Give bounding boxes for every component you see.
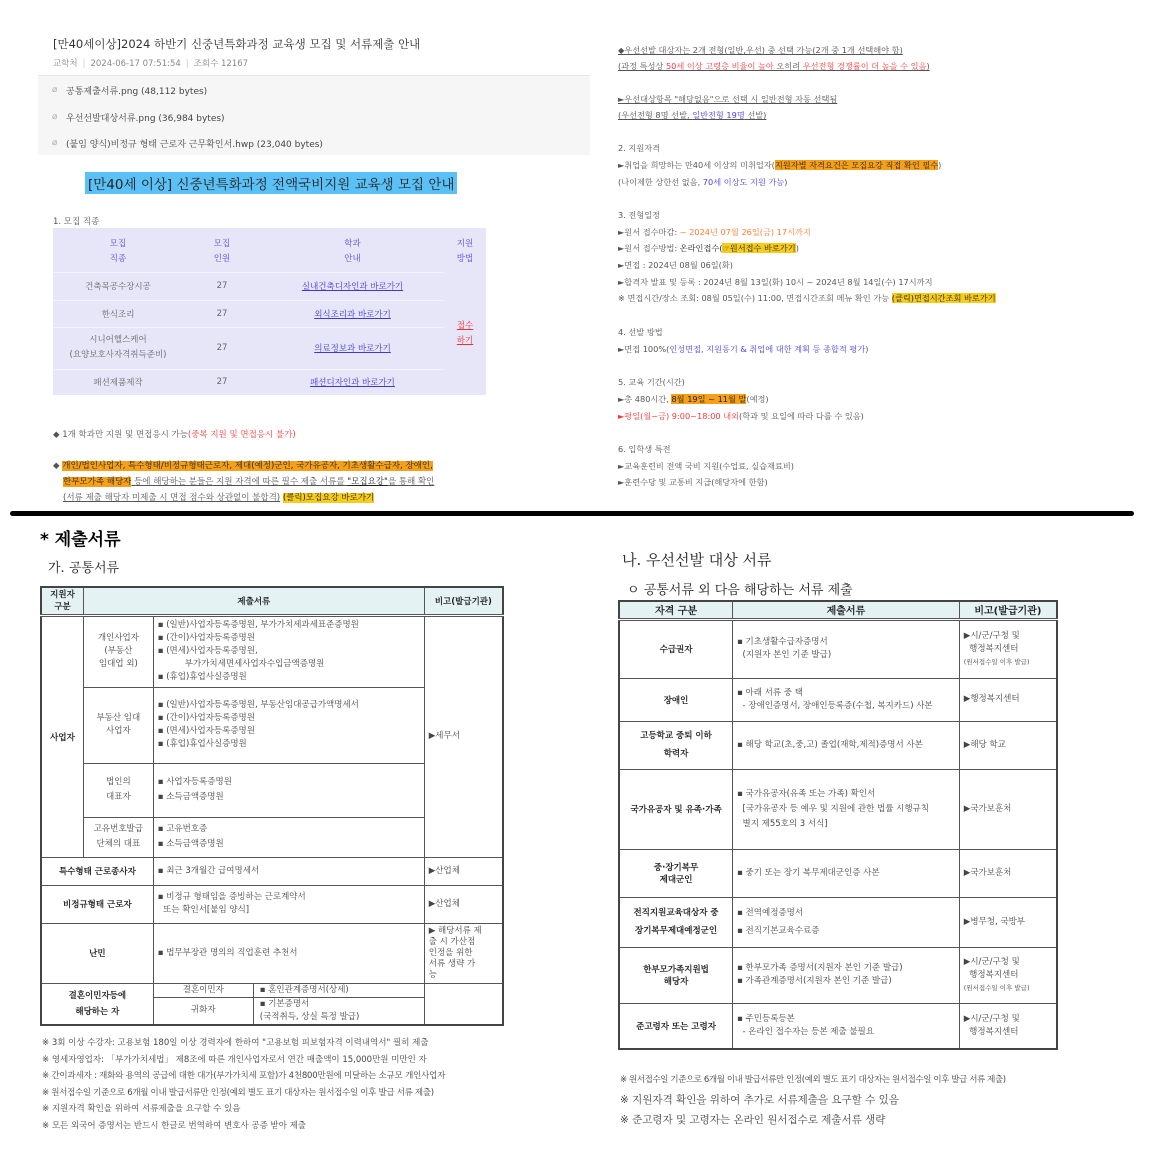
job-count: 27 [183,300,261,327]
attachment-item[interactable] [52,84,207,97]
business-subtype: 개인사업자 (부동산 임대업 외) [83,615,153,687]
auto-select-note: ►우선대상항목 "해당없음"으로 선택 시 일반전형 자동 선택됨 [618,94,838,104]
dept-link[interactable]: 의료정보과 바로가기 [314,344,391,354]
attachment-name[interactable]: 우선선발대상서류.png (36,984 bytes) [66,114,225,124]
table-row [41,885,503,923]
section-3-title: 3. 전형일정 [618,210,661,220]
selection-method-line: ►면접 100%(인성면접, 지원동기 & 취업에 대한 계획 등 종합적 평가) [618,344,869,354]
eligibility-line: ►취업을 희망하는 만40세 이상의 미취업자(지원자별 자격요건은 모집요강 직접 확인 필수) [618,160,942,170]
interview-date-line: ►면접 : 2024년 08월 06일(화) [618,260,733,270]
footnote: ※ 영세자영업자: 「부가가치세법」 제8조에 따른 개인사업자로서 연간 매출액이 15,000만원 미만인 자 [42,1054,427,1065]
paperclip-icon: ⌀ [52,138,58,148]
qualification-docs: ▪ 전역예정증명서 ▪ 전직기본교육수료증 [733,897,960,947]
attachment-item[interactable] [52,111,225,124]
main-heading: [만40세 이상] 신중년특화과정 전액국비지원 교육생 모집 안내 [85,172,457,194]
post-meta: 교학처 | 2024-06-17 07:51:54 | 조회수 12167 [53,59,249,69]
naturalized-doc: ▪ 기본증명서 (국적취득, 상실 특정 발급) [259,998,360,1022]
qualification-docs: ▪ 중기 또는 장기 복무제대군인증 사본 [733,849,960,897]
qualification-label: 중·장기복무 제대군인 [619,849,733,897]
common-footnotes [42,1035,445,1134]
col-header-applicant: 지원자 구분 [41,587,83,615]
attachment-name[interactable]: 공통제출서류.png (48,112 bytes) [66,87,208,97]
col-header-count: 모집 인원 [213,238,231,264]
irregular-worker-issuer: ▶산업체 [424,885,503,923]
footnote: ※ 모든 외국어 증명서는 반드시 한글로 번역하여 변호사 공증 받아 제출 [42,1120,307,1131]
schedule-line: ►평일(월~금) 9:00~18:00 내외(학과 및 요일에 따라 다를 수 있음) [618,411,864,421]
paperclip-icon: ⌀ [52,112,58,122]
qualification-docs: ▪ 해당 학교(초,중,고) 졸업(재학,제적)증명서 사본 [733,721,960,769]
dept-link[interactable]: 실내건축디자인과 바로가기 [301,282,404,292]
business-docs: ▪ (일반)사업자등록증명원, 부가가치세과세표준증명원 ▪ (간이)사업자등록증명원 ▪ (면세)사업자등록증명원, 부가가치세면세사업자수입금액증명원 ▪ (휴업)휴업사실증명원 [153,615,424,687]
section-5-title: 5. 교육 기간(시간) [618,377,685,387]
job-count: 27 [183,327,261,369]
business-subtype: 법인의 대표자 [83,763,153,817]
business-subtype: 고유번호발급 단체의 대표 [83,817,153,857]
required-docs-note: ◆ 개인/법인사업자, 특수형태/비정규형태근로자, 제대(예정)군인, 국가유공자, 기초생활수급자, 장애인, 한부모가족 해당자 등에 해당하는 분들은 지원 자격에 따른 필수 제출 서류를 "모집요강"을 통해 확인 (서류 제출 해당자 미제출 시 면접 점수와 상관없이 불합격) (클릭)모집요강 바로가기 [53,461,435,503]
auto-select-detail: (우선전형 8명 선발, 일반전형 19명 선발) [618,110,767,120]
qualification-label: 장애인 [619,678,733,721]
col-header-docs: 제출서류 [733,601,960,619]
age-limit-line: (나이제한 상한선 없음, 70세 이상도 지원 가능) [618,177,788,187]
refugee-docs: ▪ 법무부장관 명의의 직업훈련 추천서 [153,923,424,983]
attachment-list [38,75,590,155]
naturalized-sub-label: 귀화자 [154,998,254,1024]
irregular-worker-label: 비정규형태 근로자 [41,885,153,923]
qualification-docs: ▪ 기초생활수급자증명서 (지원자 본인 기준 발급) [733,619,960,678]
job-count: 27 [183,369,261,395]
col-header-job: 모집 직종 [109,238,127,264]
footnote: ※ 원서접수일 기준으로 6개월 이내 발급서류만 인정(예외 별도 표기 대상자는 원서접수일 이후 발급 서류 제출) [620,1075,1006,1085]
irregular-worker-docs: ▪ 비정규 형태임을 증빙하는 근로계약서 또는 확인서[붙임 양식] [153,885,424,923]
common-docs-table [40,586,504,1026]
marriage-immigrant-label: 결혼이민자등에 해당하는 자 [41,983,153,1025]
job-name: 한식조리 [53,300,183,327]
section-2-title: 2. 지원자격 [618,143,661,153]
qualification-label: 고등학교 중퇴 이하 학력자 [619,721,733,769]
table-row [619,897,1057,947]
special-worker-docs: ▪ 최근 3개월간 급여명세서 [153,857,424,885]
qualification-label: 준고령자 또는 고령자 [619,1003,733,1049]
dept-link[interactable]: 외식조리과 바로가기 [314,309,391,320]
post-title: [만40세이상]2024 하반기 신중년특화과정 교육생 모집 및 서류제출 안내 [53,37,421,51]
apply-link[interactable]: 접수 하기 [456,320,474,346]
business-subtype: 부동산 임대 사업자 [83,687,153,763]
table-row [53,327,486,369]
job-name: 시니어헬스케어 (요양보호사자격취득준비) [53,327,183,369]
business-label: 사업자 [41,615,83,857]
recruit-section-title: 1. 모집 직종 [53,217,100,227]
business-docs: ▪ 고유번호증 ▪ 소득금액증명원 [153,817,424,857]
table-row [619,769,1057,849]
col-header-issuer: 비고(발급기관) [959,601,1057,619]
qualification-issuer: ▶시/군/구청 및 행정복지센터 [959,1003,1057,1049]
table-row [619,721,1057,769]
documents-heading: * 제출서류 [40,530,121,550]
interview-lookup-line: ※ 면접시간/장소 조회: 08월 05일(수) 11:00, 면접시간조회 메뉴 확인 가능 (클릭)면접시간조회 바로가기 [618,293,996,303]
col-header-qualification: 자격 구분 [619,601,733,619]
qualification-docs: ▪ 한부모가족 증명서(지원자 본인 기준 발급) ▪ 가족관계증명서(지원자 본인 기준 발급) [733,947,960,1003]
benefit-line: ►교육훈련비 전액 국비 지원(수업료, 실습재료비) [618,461,794,471]
deadline-line: ►원서 접수마감: ~ 2024년 07월 26일(금) 17시까지 [618,227,811,237]
section-6-title: 6. 입학생 특전 [618,444,671,454]
table-row [619,849,1057,897]
table-row [41,615,503,687]
table-row [619,678,1057,721]
result-date-line: ►합격자 발표 및 등록 : 2024년 8월 13일(화) 10시 ~ 2024년 8월 14일(수) 17시까지 [618,277,933,287]
post-datetime: 2024-06-17 07:51:54 [90,59,181,69]
footnote: ※ 지원자격 확인을 위하여 서류제출을 요구할 수 있음 [42,1104,241,1114]
qualification-issuer: ▶국가보훈처 [959,849,1057,897]
post-views: 조회수 12167 [193,59,249,69]
footnote: ※ 간이과세자 : 재화와 용역의 공급에 대한 대가(부가가치세 포함)가 4천800만원에 미달하는 소규모 개인사업자 [42,1071,446,1081]
priority-note-detail: (과정 특성상 50세 이상 고령층 비율이 높아 오히려 우선전형 경쟁률이 더 높을 수 있음) [618,61,930,71]
business-docs: ▪ 사업자등록증명원 ▪ 소득금액증명원 [153,763,424,817]
col-header-dept: 학과 안내 [344,238,361,264]
apply-method-line: ►원서 접수방법: 온라인접수(☞원서접수 바로가기) [618,243,799,253]
qualification-issuer: ▶병무청, 국방부 [959,897,1057,947]
qualification-docs: ▪ 주민등록등본 - 온라인 접수자는 등본 제출 불필요 [733,1003,960,1049]
special-worker-issuer: ▶산업체 [424,857,503,885]
priority-footnotes [620,1070,1006,1130]
qualification-label: 국가유공자 및 유족·가족 [619,769,733,849]
qualification-issuer: ▶국가보훈처 [959,769,1057,849]
duration-line: ►총 480시간, 8월 19일 ~ 11월 말(예정) [618,394,769,404]
job-name: 건축목공수장시공 [53,272,183,300]
apply-online-button[interactable]: ☞원서접수 바로가기 [722,243,796,253]
col-header-issuer: 비고(발급기관) [424,587,503,615]
footnote: ※ 3회 이상 수강자: 고용보험 180일 이상 경력자에 한하여 "고용보험 피보험자격 이력내역서" 필히 제출 [42,1038,429,1048]
table-row [619,947,1057,1003]
guideline-button[interactable]: (클릭)모집요강 바로가기 [282,493,375,503]
refugee-issuer: ▶ 해당서류 제 출 시 가산점 인정을 위한 서류 생략 가 능 [424,923,503,983]
table-row [41,923,503,983]
qualification-label: 한부모가족지원법 해당자 [619,947,733,1003]
job-count: 27 [183,272,261,300]
footnote: ※ 원서접수일 기준으로 6개월 이내 발급서류만 인정(예외 별도 표기 대상자는 원서접수일 이후 발급 서류 제출) [42,1087,434,1098]
table-row [619,1003,1057,1049]
job-name: 패션제품제작 [53,369,183,395]
attachment-name[interactable]: (붙임 양식)비정규 형태 근로자 근무확인서.hwp (23,040 bytes) [66,140,323,150]
business-issuer: ▶세무서 [424,615,503,857]
benefit-line: ►훈련수당 및 교통비 지급(해당자에 한함) [618,477,768,487]
priority-docs-title: 나. 우선선발 대상 서류 [622,551,772,569]
priority-note: ◆우선선발 대상자는 2개 전형(일반,우선) 중 선택 가능(2개 중 1개 선택해야 함) [618,45,903,55]
priority-docs-table [618,600,1058,1050]
table-row [41,857,503,885]
priority-docs-subtitle: ㅇ 공통서류 외 다음 해당하는 서류 제출 [627,583,853,598]
table-row [53,300,486,327]
marriage-sub-label: 결혼이민자 [154,984,254,997]
refugee-label: 난민 [41,923,153,983]
footnote: ※ 지원자격 확인을 위하여 추가로 서류제출을 요구할 수 있음 [620,1094,899,1106]
qualification-issuer: ▶해당 학교 [959,721,1057,769]
col-header-docs: 제출서류 [83,587,424,615]
qualification-docs: ▪ 아래 서류 중 택 - 장애인증명서, 장애인등록증(수첩, 복지카드) 사본 [733,678,960,721]
table-row [41,983,503,997]
special-worker-label: 특수형태 근로종사자 [41,857,153,885]
qualification-issuer: ▶시/군/구청 및 행정복지센터 (원서접수일 이후 발급) [959,947,1057,1003]
table-row [53,272,486,300]
qualification-issuer: ▶시/군/구청 및 행정복지센터 (원서접수일 이후 발급) [959,619,1057,678]
marriage-doc: ▪ 혼인관계증명서(상세) [259,984,349,995]
table-row [619,619,1057,678]
qualification-docs: ▪ 국가유공자(유족 또는 가족) 확인서 [국가유공자 등 예우 및 지원에 관한 법률 시행규칙 별지 제55호의 3 서식] [733,769,960,849]
guideline-link[interactable]: "모집요강" [347,477,388,487]
table-row [53,369,486,395]
interview-lookup-button[interactable]: (클릭)면접시간조회 바로가기 [891,293,996,303]
qualification-label: 전직지원교육대상자 중 장기복무제대예정군인 [619,897,733,947]
paperclip-icon: ⌀ [52,85,58,95]
common-docs-title: 가. 공통서류 [48,561,120,576]
section-divider [10,511,1134,516]
post-author: 교학처 [53,59,78,69]
dept-link[interactable]: 패션디자인과 바로가기 [310,378,395,389]
single-dept-note: ◆ 1개 학과만 지원 및 면접응시 가능(중복 지원 및 면접응시 불가) [53,430,296,440]
attachment-item[interactable] [52,137,323,150]
section-4-title: 4. 선발 방법 [618,327,663,337]
recruit-table [53,228,486,395]
business-docs: ▪ (일반)사업자등록증명원, 부동산임대공급가액명세서 ▪ (간이)사업자등록증명원 ▪ (면세)사업자등록증명원 ▪ (휴업)휴업사실증명원 [153,687,424,763]
col-header-apply: 지원 방법 [456,239,474,264]
footnote: ※ 준고령자 및 고령자는 온라인 원서접수로 제출서류 생략 [620,1114,886,1126]
qualification-issuer: ▶행정복지센터 [959,678,1057,721]
qualification-label: 수급권자 [619,619,733,678]
